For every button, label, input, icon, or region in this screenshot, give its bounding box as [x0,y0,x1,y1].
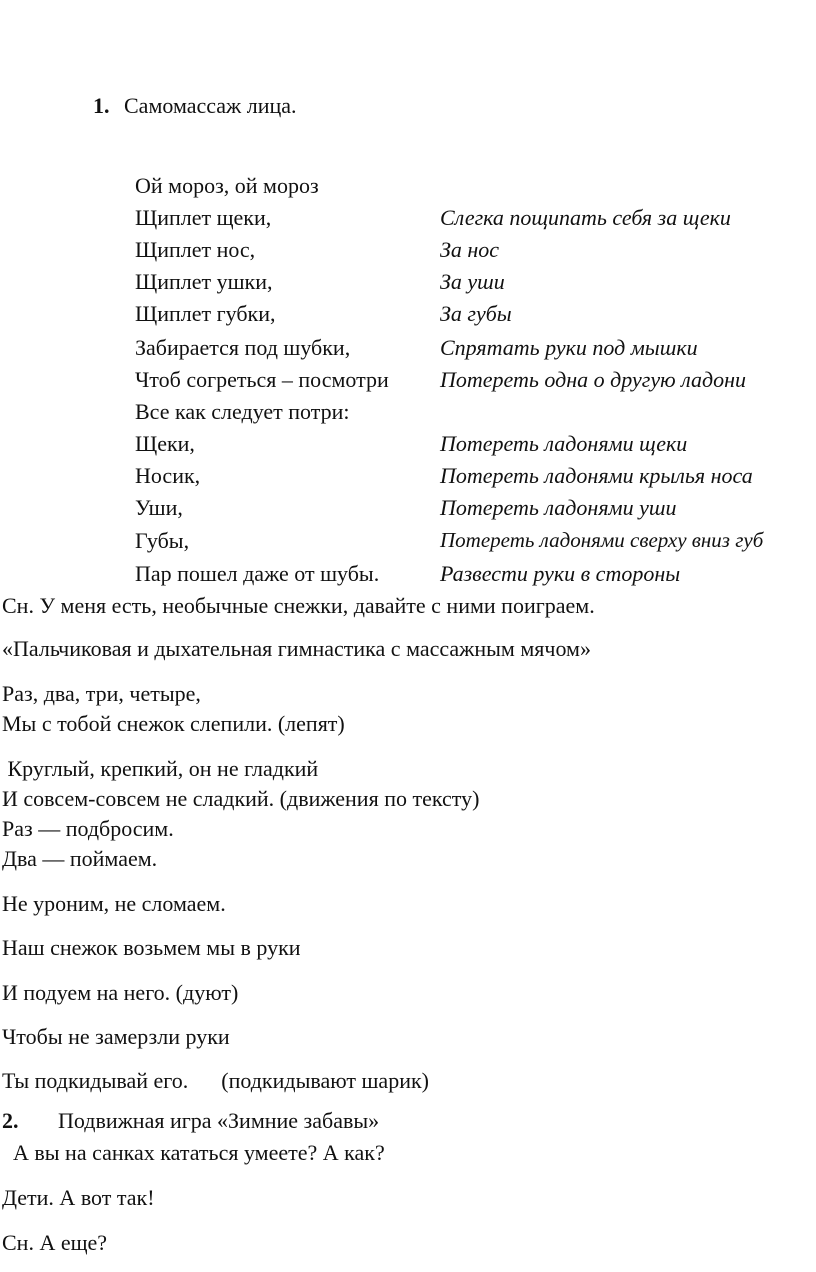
poem-line: Пар пошел даже от шубы. [135,561,380,586]
poem-action: За губы [440,301,512,326]
poem-action: Слегка пощипать себя за щеки [440,205,731,230]
section-2-title: Подвижная игра «Зимние забавы» [58,1108,380,1133]
poem-line: Ой мороз, ой мороз [135,173,319,198]
section-1-title: Самомассаж лица. [124,93,297,118]
body-line: Сн. У меня есть, необычные снежки, давайте с ними поиграем. [2,593,595,618]
body-line: Круглый, крепкий, он не гладкий [2,756,319,781]
closing-line: Дети. А вот так! [2,1185,155,1210]
poem-action: Спрятать руки под мышки [440,335,698,360]
poem-line: Щиплет ушки, [135,269,273,294]
poem-line: Уши, [135,495,183,520]
body-line: Наш снежок возьмем мы в руки [2,935,301,960]
body-line: Мы с тобой снежок слепили. (лепят) [2,711,345,736]
section-1-number: 1. [93,93,110,118]
poem-line: Губы, [135,528,190,553]
poem-action: Потереть ладонями сверху вниз губ [440,528,764,552]
body-line: Чтобы не замерзли руки [2,1024,230,1049]
body-line: Раз — подбросим. [2,816,174,841]
poem-action: Потереть ладонями щеки [440,431,688,456]
poem-line: Чтоб согреться – посмотри [135,367,389,392]
body-line: Ты подкидывай его. (подкидывают шарик) [2,1068,429,1093]
poem-action: Потереть ладонями уши [440,495,677,520]
poem-action: Потереть ладонями крылья носа [440,463,753,488]
poem-line: Щиплет губки, [135,301,276,326]
poem-line: Щеки, [135,431,195,456]
poem-line: Все как следует потри: [135,399,350,424]
section-2-number: 2. [2,1108,19,1133]
poem-action: Развести руки в стороны [440,561,681,586]
body-line: Раз, два, три, четыре, [2,681,201,706]
poem-action: За уши [440,269,505,294]
poem-action: Потереть одна о другую ладони [440,367,747,392]
body-line: И совсем-совсем не сладкий. (движения по тексту) [2,786,480,811]
closing-line: Сн. А еще? [2,1230,108,1255]
poem-action: За нос [440,237,500,262]
poem-line: Щиплет щеки, [135,205,272,230]
body-line: Два — поймаем. [2,846,158,871]
poem-line: Щиплет нос, [135,237,256,262]
body-line: И подуем на него. (дуют) [2,980,239,1005]
body-line: «Пальчиковая и дыхательная гимнастика с массажным мячом» [2,636,591,661]
poem-line: Носик, [135,463,201,488]
body-line: Не уроним, не сломаем. [2,891,226,916]
closing-line: А вы на санках кататься умеете? А как? [2,1140,385,1165]
poem-line: Забирается под шубки, [135,335,351,360]
